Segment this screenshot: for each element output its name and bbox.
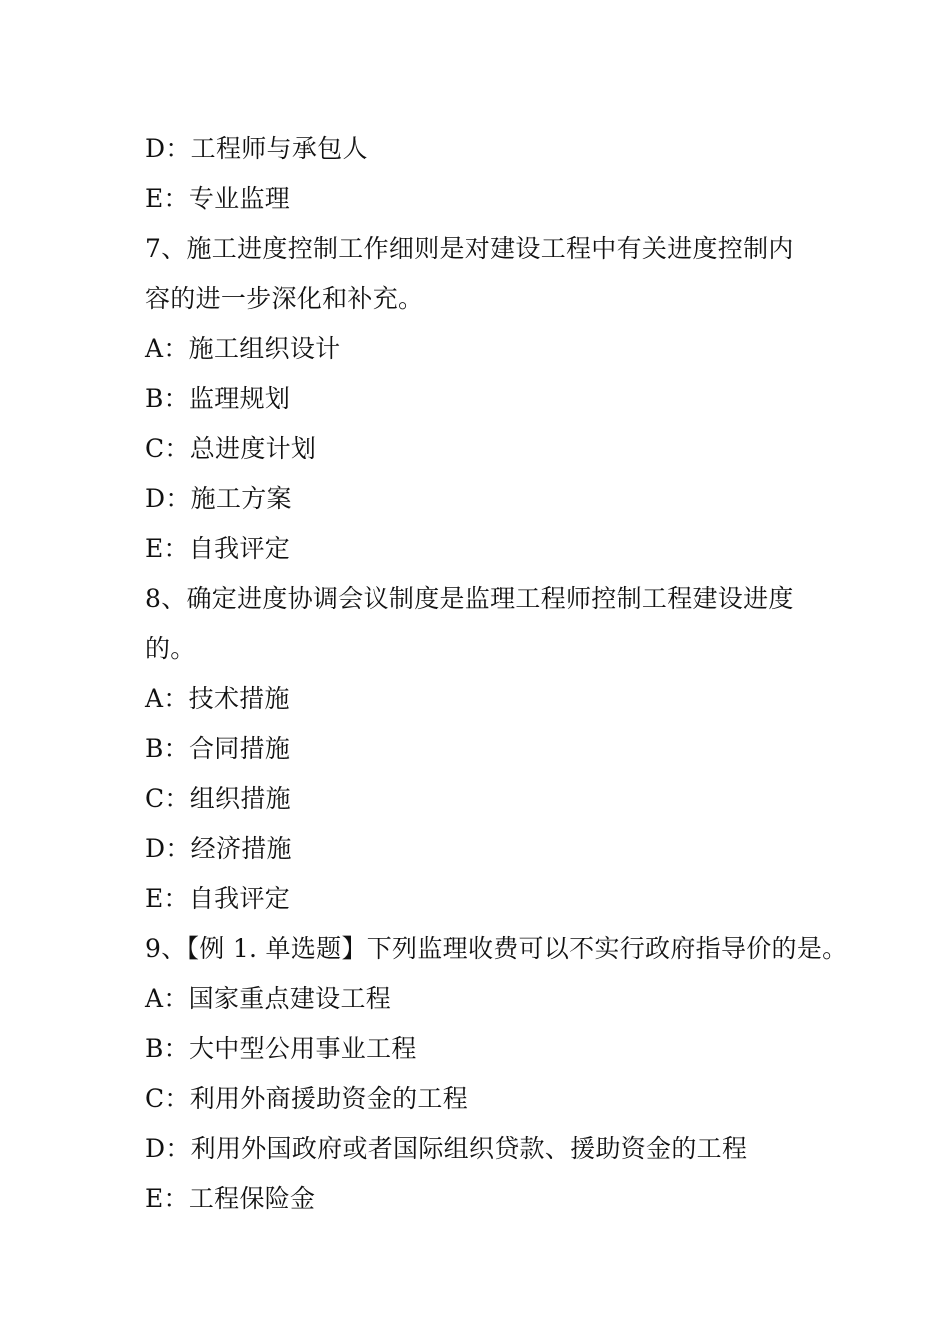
option-e-q8: E：自我评定 [145, 884, 291, 913]
option-a-q8: A：技术措施 [145, 684, 290, 713]
option-d-q7: D：施工方案 [145, 484, 292, 513]
question-7-line-2: 容的进一步深化和补充。 [145, 284, 424, 313]
option-a-q9: A：国家重点建设工程 [145, 984, 392, 1013]
option-c-q9: C：利用外商援助资金的工程 [145, 1084, 469, 1113]
question-8-line-1: 8、确定进度协调会议制度是监理工程师控制工程建设进度 [145, 584, 794, 613]
option-e-q6: E：专业监理 [145, 184, 291, 213]
option-d-q6: D：工程师与承包人 [145, 134, 368, 163]
option-c-q8: C：组织措施 [145, 784, 291, 813]
option-b-q9: B：大中型公用事业工程 [145, 1034, 417, 1063]
question-7-line-1: 7、施工进度控制工作细则是对建设工程中有关进度控制内 [145, 234, 794, 263]
option-e-q7: E：自我评定 [145, 534, 291, 563]
document-body [145, 124, 848, 1224]
option-b-q7: B：监理规划 [145, 384, 291, 413]
option-d-q8: D：经济措施 [145, 834, 292, 863]
option-c-q7: C：总进度计划 [145, 434, 317, 463]
option-a-q7: A：施工组织设计 [145, 334, 341, 363]
option-d-q9: D：利用外国政府或者国际组织贷款、援助资金的工程 [145, 1134, 748, 1163]
option-b-q8: B：合同措施 [145, 734, 291, 763]
question-8-line-2: 的。 [145, 634, 196, 663]
option-e-q9: E：工程保险金 [145, 1184, 316, 1213]
question-9: 9、【例 1. 单选题】下列监理收费可以不实行政府指导价的是。 [145, 934, 848, 963]
